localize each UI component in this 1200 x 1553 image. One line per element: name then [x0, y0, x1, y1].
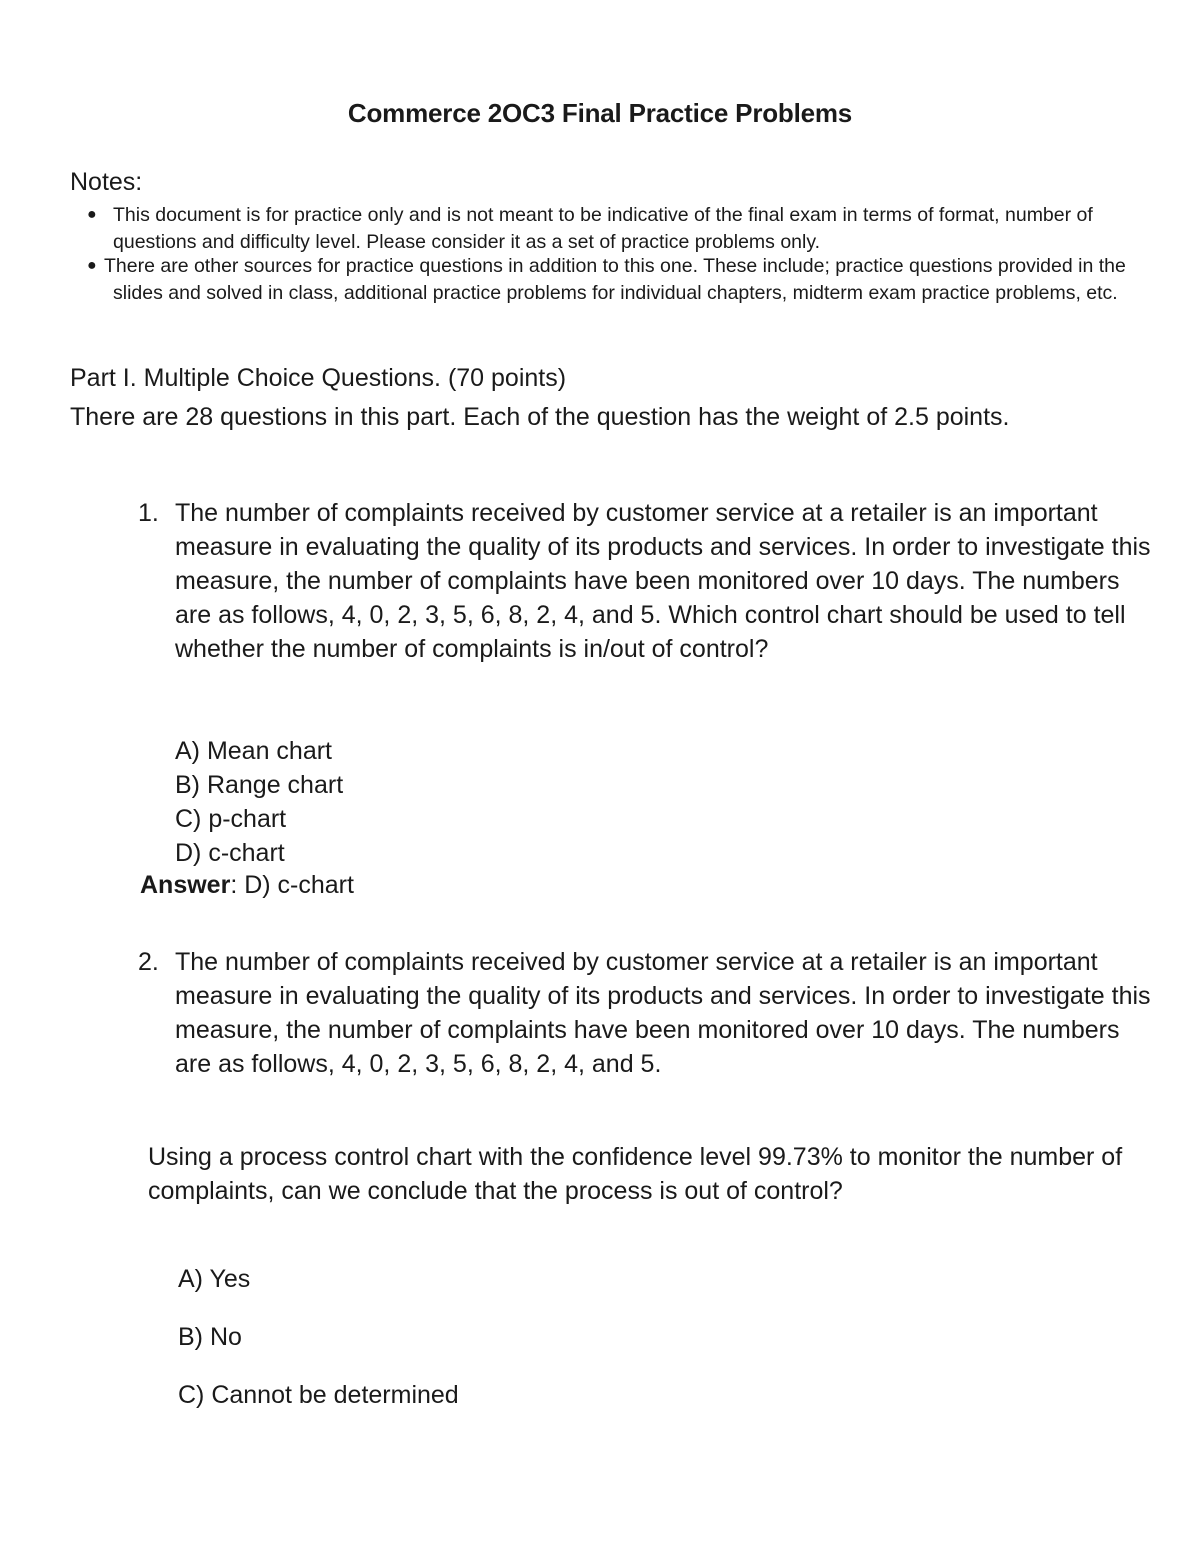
option-c: C) Cannot be determined — [178, 1381, 459, 1409]
question-text: The number of complaints received by customer service at a retailer is an important measure in evaluating the quality of its products and services. In order to investigate this measure, the number of complaints have been monitored over 10 days. The numbers are as follows, 4, 0, 2, 3, 5, 6, 8, 2, 4, and 5. Which control chart should be used to tell whether the number of complaints is in/out of control? — [175, 499, 1151, 663]
question-1 — [138, 496, 1155, 666]
question-followup: Using a process control chart with the confidence level 99.73% to monitor the number of complaints, can we conclude that the process is out of control? — [148, 1143, 1123, 1205]
option-d: D) c-chart — [175, 839, 285, 867]
note-text: This document is for practice only and is not meant to be indicative of the final exam in terms of format, number of questions and difficulty level. Please consider it as a set of practice problems only. — [113, 204, 1093, 253]
answer-value: : D) c-chart — [230, 871, 354, 899]
option-b: B) No — [178, 1323, 242, 1351]
part-description: There are 28 questions in this part. Each of the question has the weight of 2.5 points. — [70, 403, 1010, 431]
answer-label: Answer — [140, 871, 231, 899]
question-number: 2. — [138, 948, 159, 976]
option-a: A) Mean chart — [175, 737, 333, 765]
option-b: B) Range chart — [175, 771, 344, 799]
answer — [140, 871, 354, 900]
question-text: The number of complaints received by customer service at a retailer is an important measure in evaluating the quality of its products and services. In order to investigate this measure, the number of complaints have been monitored over 10 days. The numbers are as follows, 4, 0, 2, 3, 5, 6, 8, 2, 4, and 5. — [175, 948, 1151, 1078]
note-text: There are other sources for practice questions in addition to this one. These include; practice questions provided in the slides and solved in class, additional practice problems for individual chapters, midterm exam practice problems, etc. — [104, 255, 1126, 304]
note-item — [87, 202, 1143, 255]
question-2 — [138, 945, 1155, 1081]
page-title: Commerce 2OC3 Final Practice Problems — [347, 98, 853, 128]
bullet-icon: ● — [87, 257, 97, 274]
note-item — [87, 253, 1143, 306]
question-number: 1. — [138, 499, 159, 527]
option-c: C) p-chart — [175, 805, 287, 833]
option-a: A) Yes — [178, 1265, 251, 1293]
bullet-icon: ● — [87, 206, 97, 223]
part-heading: Part I. Multiple Choice Questions. (70 points) — [70, 364, 567, 392]
notes-heading: Notes: — [70, 168, 143, 196]
